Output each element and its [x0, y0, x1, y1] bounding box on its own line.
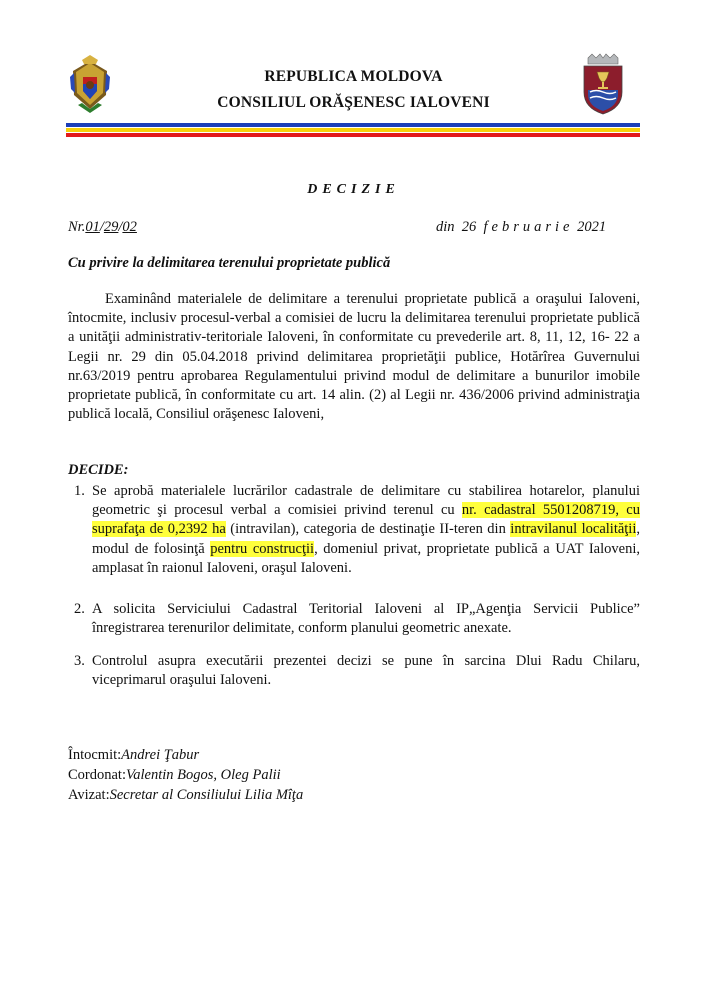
signature-coordinated: Cordonat:Valentin Bogos, Oleg Palii	[68, 767, 281, 783]
preamble-paragraph: Examinând materialele de delimitare a terenului proprietate publică a oraşului Ialoveni, întocmite, inclusiv procesul-verbal a comisiei de lucru la delimitarea terenului proprietate publică a unităţii administrativ-teritoriale Ialoveni, în conformitate cu prevederile art. 8, 11, 12, 16- 22 a Legii nr. 29 din 05.04.2018 privind delimitarea proprietăţii publice, Hotărîrea Guvernului nr.63/2019 pentru aprobarea Regulamentului privind modul de delimitare a bunurilor imobile proprietate publică, în conformitate cu art. 14 alin. (2) al Legii nr. 436/2006 privind administraţia publică locală, Consiliul orăşenesc Ialoveni,	[68, 291, 640, 423]
document-subject: Cu privire la delimitarea terenului proprietate publică	[68, 255, 391, 271]
document-number: Nr.01/29/02	[68, 219, 137, 235]
signature-endorsed: Avizat:Secretar al Consiliului Lilia Mîţa	[68, 787, 304, 803]
signature-prepared: Întocmit:Andrei Ţabur	[68, 747, 200, 763]
header-council: CONSILIUL ORĂŞENESC IALOVENI	[217, 94, 490, 111]
stripe-blue	[66, 123, 640, 127]
document-date: din 26 februarie 2021	[436, 219, 607, 235]
decide-heading: DECIDE:	[68, 462, 129, 478]
stripe-red	[66, 133, 640, 137]
document-title: DECIZIE	[307, 182, 400, 197]
header-country: REPUBLICA MOLDOVA	[264, 68, 443, 85]
decision-item-1: 1. Se aprobă materialele lucrărilor cadastrale de delimitare cu stabilirea hotarelor, planului geometric şi procesul verbal a comisiei privind terenul cu nr. cadastral 5501208719, cu suprafaţa de 0,2392 ha (intravilan), categoria de destinaţie II-teren din intravilanul localităţii, modul de folosinţă pentru construcţii, domeniul privat, proprietate publică a UAT Ialoveni, amplasat în raionul Ialoveni, oraşul Ialoveni.	[74, 483, 640, 576]
highlight-intravilan: intravilanul localităţii	[510, 521, 637, 538]
decision-item-3: 3. Controlul asupra executării prezentei decizi se pune în sarcina Dlui Radu Chilaru, viceprimarul oraşului Ialoveni.	[74, 653, 640, 689]
highlight-cadastral: nr. cadastral 5501208719, cu suprafaţa de 0,2392 ha	[92, 502, 640, 538]
stripe-yellow	[66, 128, 640, 132]
decision-item-2: 2. A solicita Serviciului Cadastral Teritorial Ialoveni al IP„Agenţia Servicii Publice” înregistrarea terenurilor delimitate, conform planului geometric anexate.	[74, 601, 640, 637]
highlight-constructii: pentru construcţii	[210, 540, 315, 557]
